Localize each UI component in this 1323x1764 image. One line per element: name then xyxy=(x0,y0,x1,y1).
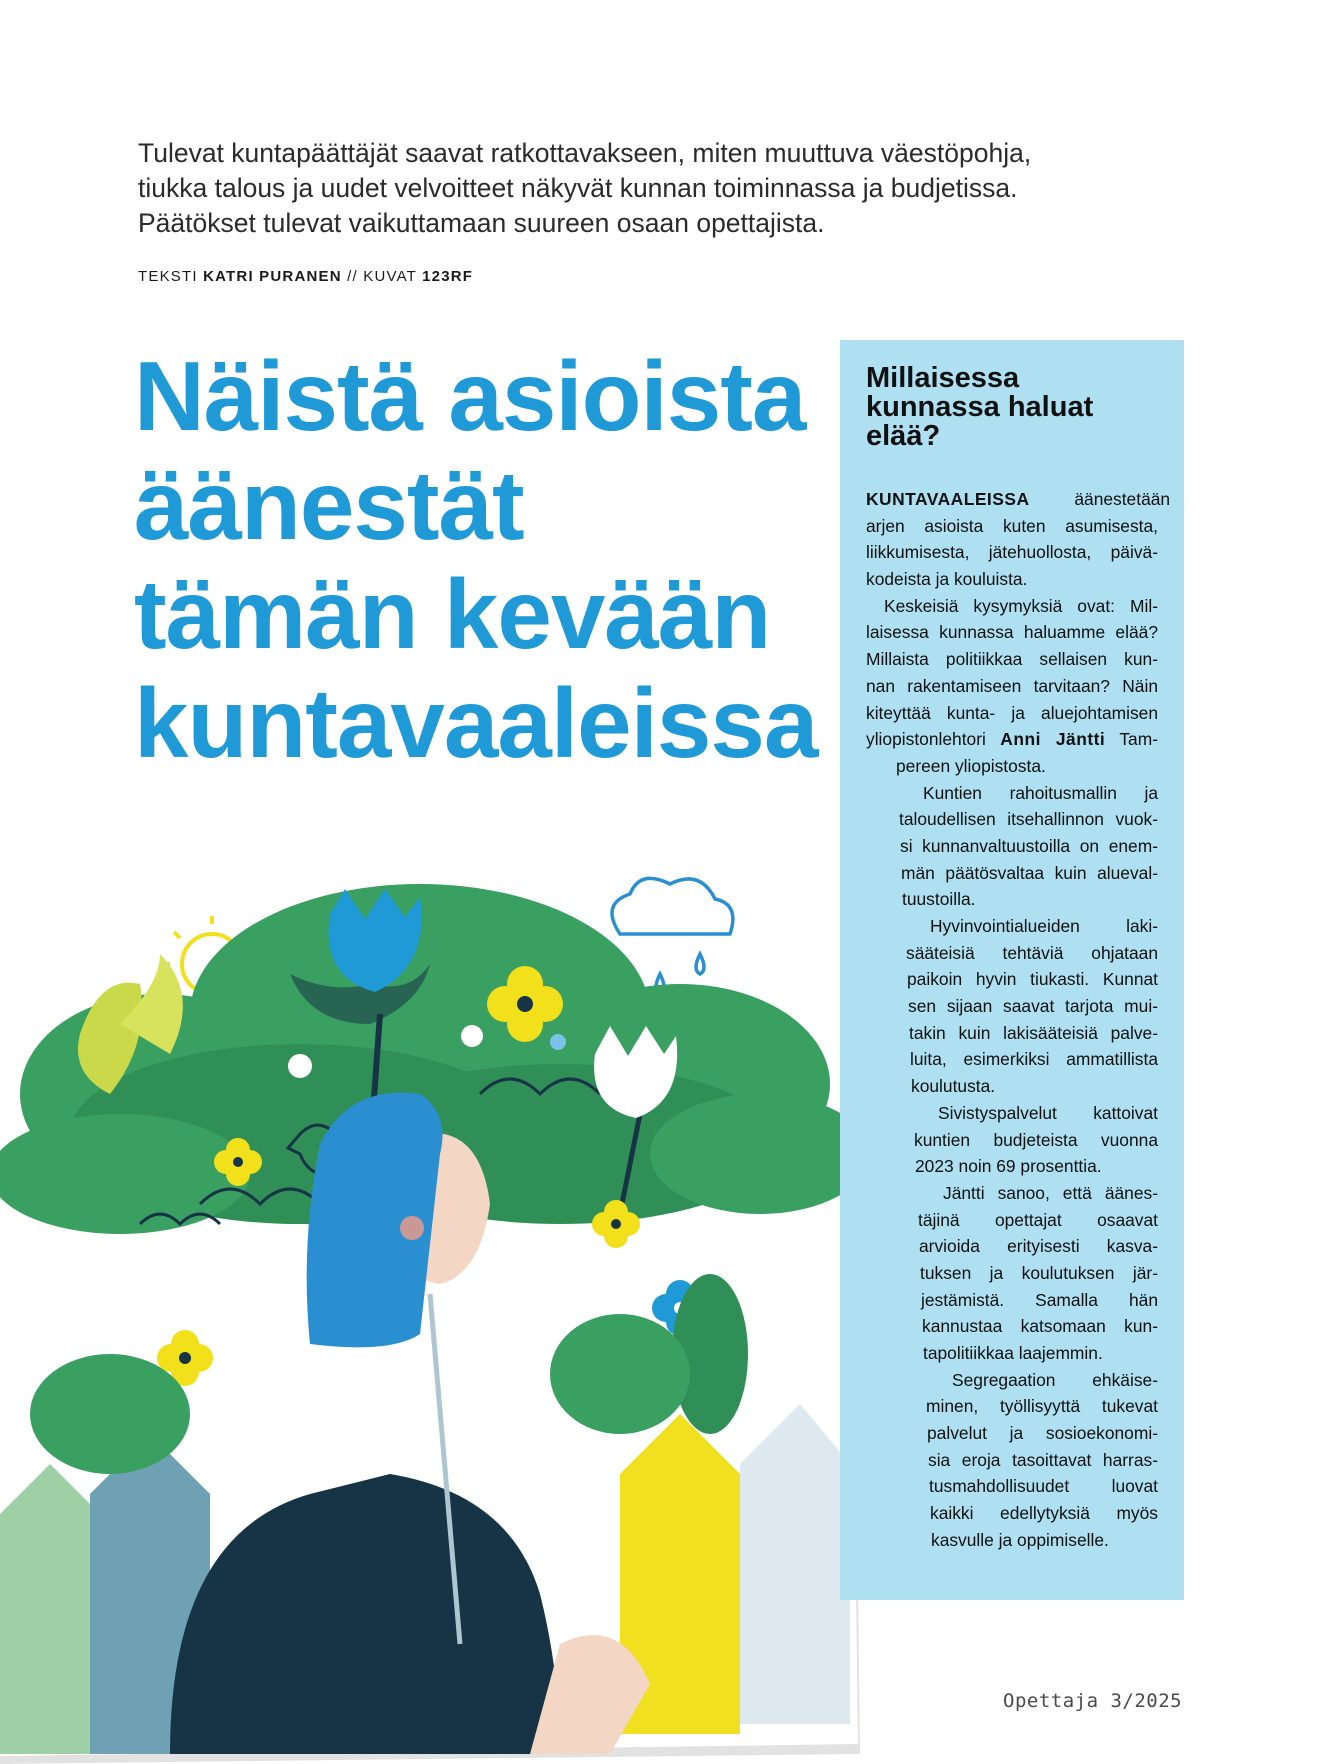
sidebar-line: täjinä opettajat osaavat xyxy=(918,1209,1158,1230)
intro-line-1: Tulevat kuntapäättäjät saavat ratkottavakseen, miten muuttuva väestöpohja, xyxy=(138,138,1032,168)
sidebar-line: KUNTAVAALEISSA äänestetään xyxy=(866,489,1171,509)
sidebar-line: Sivistyspalvelut kattoivat xyxy=(938,1102,1158,1123)
sidebar-line: minen, työllisyyttä tukevat xyxy=(926,1396,1158,1417)
headline-line-3: tämän kevään xyxy=(134,559,771,669)
sidebar-line: jestämistä. Samalla hän xyxy=(921,1289,1158,1310)
sidebar-line: luita, esimerkiksi ammatillista xyxy=(910,1049,1158,1070)
sidebar-person-name: Anni Jäntti xyxy=(1000,729,1106,750)
credits-images-source: 123RF xyxy=(422,268,474,285)
sidebar-line: kannustaa katsomaan kun- xyxy=(922,1316,1158,1337)
sidebar-line: kiteyttää kunta- ja aluejohtamisen xyxy=(866,702,1158,723)
sidebar-line: Kuntien rahoitusmallin ja xyxy=(923,782,1158,803)
credits-images-label: KUVAT xyxy=(363,268,417,285)
sidebar-line: pereen yliopistosta. xyxy=(896,755,1046,776)
sidebar-line: liikkumisesta, jätehuollosta, päivä- xyxy=(866,542,1158,563)
intro-line-2: tiukka talous ja uudet velvoitteet näkyvät kunnan toiminnassa ja budjetissa. xyxy=(138,173,1018,203)
sidebar-line: taloudellisen itsehallinnon vuok- xyxy=(899,809,1158,830)
sidebar-line: kasvulle ja oppimiselle. xyxy=(931,1529,1109,1550)
sidebar-line: palvelut ja sosioekonomi- xyxy=(927,1423,1158,1444)
sidebar-line: tapolitiikkaa laajemmin. xyxy=(923,1343,1103,1363)
sidebar-title-line-1: Millaisessa xyxy=(866,362,1020,394)
white-dot xyxy=(288,1054,312,1078)
sidebar-title-line-3: elää? xyxy=(866,420,941,452)
sidebar-line: yliopistonlehtori Anni Jäntti Tam- xyxy=(866,729,1158,750)
sidebar-line: tuustoilla. xyxy=(902,889,976,910)
sidebar-line: koulutusta. xyxy=(911,1076,996,1097)
sidebar-line: sia eroja tasoittavat harras- xyxy=(928,1449,1158,1470)
sidebar-line: sen sijaan saavat tarjota mui- xyxy=(908,996,1158,1017)
sidebar-line: kaikki edellytyksiä myös xyxy=(930,1503,1158,1524)
sidebar-line: takin kuin lakisääteisiä palve- xyxy=(909,1022,1158,1043)
blue-dot xyxy=(550,1034,566,1050)
issue-footer: Opettaja 3/2025 xyxy=(1003,1690,1183,1712)
sidebar-line: 2023 noin 69 prosenttia. xyxy=(915,1156,1102,1177)
credits-separator: // xyxy=(347,268,358,285)
white-dot xyxy=(461,1025,483,1047)
sidebar-line: nan rakentamiseen tarvitaan? Näin xyxy=(866,675,1158,696)
illustration xyxy=(0,794,860,1764)
intro-lead xyxy=(138,136,1038,241)
sidebar-line: Segregaation ehkäise- xyxy=(952,1369,1158,1390)
headline-line-2: äänestät xyxy=(134,450,524,560)
sidebar-line: kodeista ja kouluista. xyxy=(866,569,1028,590)
sidebar-line: sääteisiä tehtäviä ohjataan xyxy=(906,942,1158,963)
credits-author: KATRI PURANEN xyxy=(203,268,342,285)
sidebar-line: tuksen ja koulutuksen jär- xyxy=(920,1262,1158,1283)
sidebar-line: Hyvinvointialueiden laki- xyxy=(930,916,1158,936)
sidebar-line: laisessa kunnassa haluamme elää? xyxy=(866,622,1158,643)
sidebar-line: Jäntti sanoo, että äänes- xyxy=(943,1182,1158,1203)
sidebar-line: Millaista politiikkaa sellaisen kun- xyxy=(866,649,1158,670)
sidebar-line: paikoin hyvin tiukasti. Kunnat xyxy=(907,969,1158,990)
headline-line-4: kuntavaaleissa xyxy=(134,668,818,778)
sidebar-body xyxy=(840,486,1184,1554)
intro-line-3: Päätökset tulevat vaikuttamaan suureen osaan opettajista. xyxy=(138,208,825,238)
sidebar-line: kuntien budjeteista vuonna xyxy=(914,1129,1158,1150)
sidebar-line: arjen asioista kuten asumisesta, xyxy=(866,515,1158,536)
sidebar-line: tusmahdollisuudet luovat xyxy=(929,1476,1158,1497)
sidebar-title-line-2: kunnassa haluat xyxy=(866,391,1094,423)
article-credits xyxy=(138,268,473,285)
sidebar-line: arvioida erityisesti kasva- xyxy=(919,1236,1158,1257)
sidebar-title xyxy=(866,364,1166,451)
headline xyxy=(134,342,834,778)
sidebar-line: Keskeisiä kysymyksiä ovat: Mil- xyxy=(884,595,1158,616)
sidebar-line: män päätösvaltaa kuin alueval- xyxy=(901,862,1158,883)
headline-line-1: Näistä asioista xyxy=(134,341,806,451)
credits-text-label: TEKSTI xyxy=(138,268,198,285)
sidebar-line: si kunnanvaltuustoilla on enem- xyxy=(900,835,1158,856)
illustration-svg xyxy=(0,794,860,1764)
sidebar-box xyxy=(840,340,1184,1600)
sidebar-lead-in: KUNTAVAALEISSA xyxy=(866,489,1030,509)
